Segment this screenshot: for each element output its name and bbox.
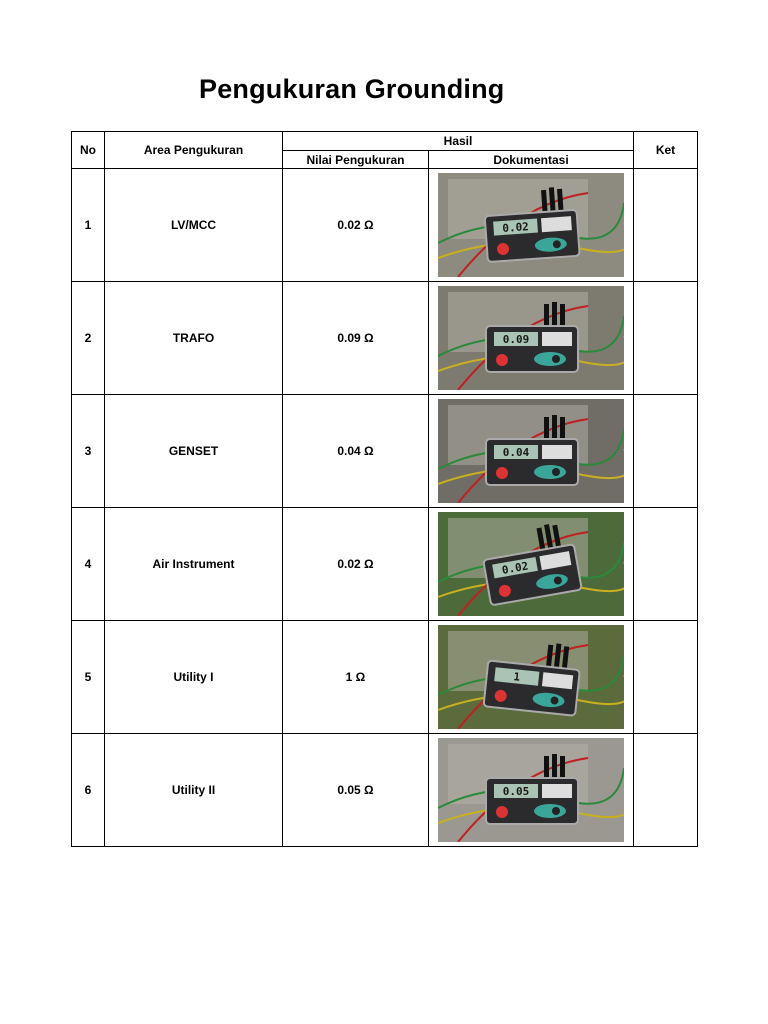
row-dokumentasi — [429, 169, 634, 282]
row-nilai: 0.02 Ω — [283, 169, 429, 282]
meter-photo — [438, 512, 624, 616]
row-dokumentasi — [429, 395, 634, 508]
header-hasil: Hasil — [283, 132, 634, 151]
grounding-table — [71, 131, 698, 847]
row-ket — [634, 395, 698, 508]
row-area: GENSET — [105, 395, 283, 508]
row-area: TRAFO — [105, 282, 283, 395]
meter-photo-graphic — [438, 738, 624, 842]
row-dokumentasi — [429, 734, 634, 847]
table-row — [72, 395, 698, 508]
row-area: Utility I — [105, 621, 283, 734]
meter-display-reading: 0.02 — [501, 220, 530, 235]
row-area: Utility II — [105, 734, 283, 847]
row-nilai: 0.09 Ω — [283, 282, 429, 395]
table-row — [72, 282, 698, 395]
row-no: 3 — [72, 395, 105, 508]
header-area: Area Pengukuran — [105, 132, 283, 169]
table-row — [72, 621, 698, 734]
meter-photo-graphic — [438, 512, 624, 616]
meter-display-reading: 0.04 — [502, 446, 530, 459]
table-row — [72, 508, 698, 621]
row-no: 4 — [72, 508, 105, 621]
row-dokumentasi — [429, 508, 634, 621]
meter-photo — [438, 738, 624, 842]
header-ket: Ket — [634, 132, 698, 169]
row-ket — [634, 508, 698, 621]
header-no: No — [72, 132, 105, 169]
table-row — [72, 169, 698, 282]
header-nilai: Nilai Pengukuran — [283, 151, 429, 169]
meter-photo-graphic — [438, 286, 624, 390]
row-dokumentasi — [429, 282, 634, 395]
row-nilai: 0.05 Ω — [283, 734, 429, 847]
row-no: 2 — [72, 282, 105, 395]
row-nilai: 0.02 Ω — [283, 508, 429, 621]
row-area: LV/MCC — [105, 169, 283, 282]
meter-display-reading: 0.09 — [502, 333, 530, 346]
header-dokumentasi: Dokumentasi — [429, 151, 634, 169]
row-dokumentasi — [429, 621, 634, 734]
row-ket — [634, 282, 698, 395]
meter-display-reading: 0.05 — [502, 785, 530, 798]
meter-photo — [438, 286, 624, 390]
row-nilai: 1 Ω — [283, 621, 429, 734]
row-ket — [634, 169, 698, 282]
meter-photo — [438, 173, 624, 277]
meter-photo-graphic — [438, 173, 624, 277]
meter-photo — [438, 625, 624, 729]
meter-display-reading: 1 — [512, 670, 521, 684]
meter-photo-graphic — [438, 625, 624, 729]
row-area: Air Instrument — [105, 508, 283, 621]
meter-display-reading: 0.02 — [500, 559, 530, 577]
row-ket — [634, 621, 698, 734]
meter-photo — [438, 399, 624, 503]
row-no: 6 — [72, 734, 105, 847]
row-ket — [634, 734, 698, 847]
row-no: 5 — [72, 621, 105, 734]
page-title: Pengukuran Grounding — [199, 74, 505, 104]
meter-photo-graphic — [438, 399, 624, 503]
table-row — [72, 734, 698, 847]
row-nilai: 0.04 Ω — [283, 395, 429, 508]
row-no: 1 — [72, 169, 105, 282]
